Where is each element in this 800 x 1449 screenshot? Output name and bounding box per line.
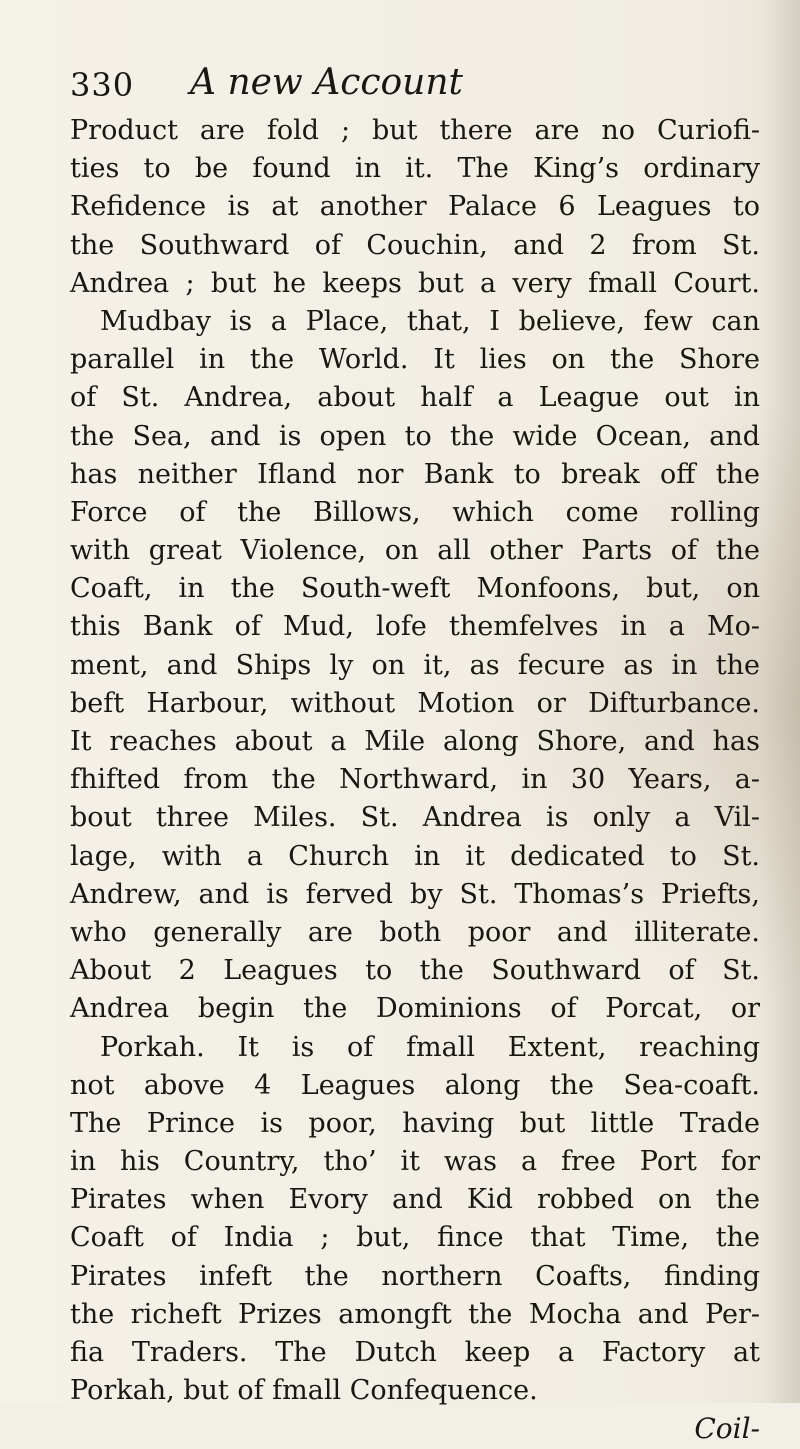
text-line: beft Harbour, without Motion or Difturbance.	[70, 687, 760, 719]
text-line: fhifted from the Northward, in 30 Years, a-	[70, 764, 760, 796]
text-line: this Bank of Mud, lofe themfelves in a Mo-	[70, 611, 760, 643]
text-line: Porkah, but of fmall Confequence.	[70, 1375, 538, 1407]
text-line: Andrew, and is ferved by St. Thomas’s Priefts,	[70, 878, 760, 910]
text-line: ment, and Ships ly on it, as fecure as in the	[70, 649, 760, 681]
text-line: the Sea, and is open to the wide Ocean, and	[70, 420, 760, 452]
text-line: fia Traders. The Dutch keep a Factory at	[70, 1337, 760, 1368]
text-line: Force of the Billows, which come rolling	[70, 496, 760, 528]
text-line: the Southward of Couchin, and 2 from St.	[70, 229, 760, 261]
text-line: It reaches about a Mile along Shore, and has	[70, 726, 760, 757]
page-number: 330	[70, 66, 135, 104]
text-line: Andrea begin the Dominions of Porcat, or	[70, 993, 760, 1025]
text-line: ties to be found in it. The King’s ordinary	[70, 153, 760, 185]
text-line: lage, with a Church in it dedicated to St.	[70, 840, 760, 872]
text-line: Product are fold ; but there are no Curiofi-	[70, 115, 760, 146]
page-edge-shadow	[760, 0, 800, 1403]
text-line: in his Country, tho’ it was a free Port for	[70, 1146, 760, 1178]
text-line: Andrea ; but he keeps but a very fmall Court.	[70, 267, 760, 299]
body-text	[70, 112, 760, 1449]
running-head	[70, 62, 670, 102]
text-line: About 2 Leagues to the Southward of St.	[70, 955, 760, 987]
text-line: Porkah. It is of fmall Extent, reaching	[100, 1031, 760, 1063]
running-title: A new Account	[190, 62, 464, 103]
text-line: Coaft, in the South-weft Monfoons, but, on	[70, 573, 760, 605]
text-line: the richeft Prizes amongft the Mocha and Per-	[70, 1298, 760, 1330]
text-line: who generally are both poor and illiterate.	[70, 916, 760, 948]
catchword: Coil-	[694, 1412, 760, 1446]
text-line: Pirates infeft the northern Coafts, finding	[70, 1260, 760, 1292]
text-line: of St. Andrea, about half a League out in	[70, 382, 760, 414]
text-line: parallel in the World. It lies on the Shore	[70, 344, 760, 376]
text-line: The Prince is poor, having but little Trade	[70, 1107, 760, 1139]
text-line: Refidence is at another Palace 6 Leagues to	[70, 191, 760, 223]
text-line: Mudbay is a Place, that, I believe, few can	[100, 305, 760, 337]
text-line: Coaft of India ; but, fince that Time, the	[70, 1222, 760, 1254]
text-line: with great Violence, on all other Parts of the	[70, 535, 760, 567]
text-line: has neither Ifland nor Bank to break off the	[70, 458, 760, 490]
text-line: Pirates when Evory and Kid robbed on the	[70, 1184, 760, 1216]
text-line: not above 4 Leagues along the Sea-coaft.	[70, 1069, 760, 1101]
text-line: bout three Miles. St. Andrea is only a Vil-	[70, 802, 760, 834]
